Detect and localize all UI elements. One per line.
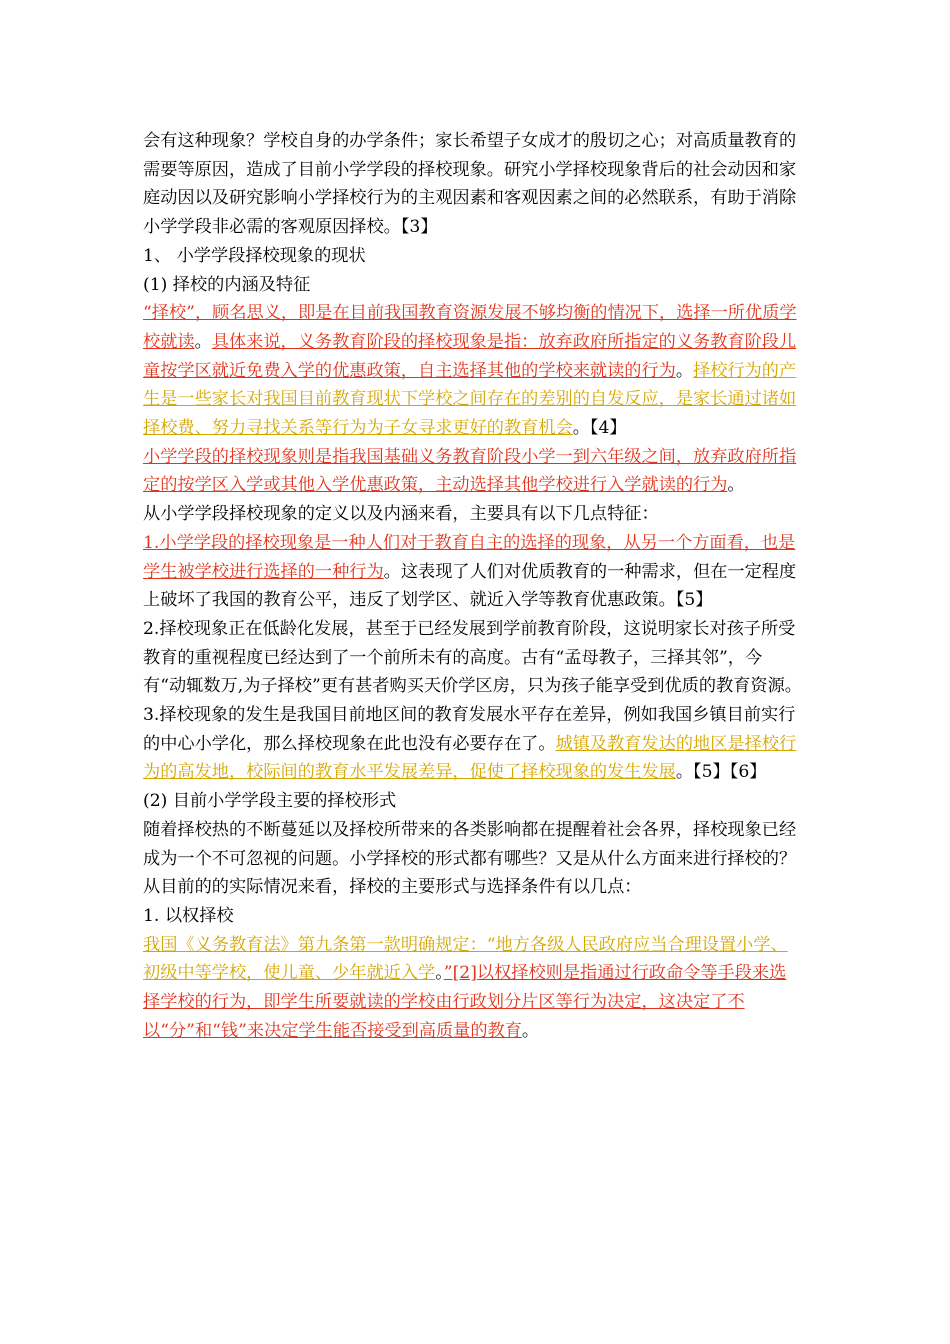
- paragraph: [143, 931, 803, 1046]
- text-segment: 。这表现了人们对优质教育的一种需求，但在一定程度上破坏了我国的教育公平，违反了划学区、就近入学等教育优惠政策。【5】: [143, 561, 797, 611]
- highlighted-text-yellow: 择校行为的产生是一些家长对我国目前教育现状下学校之间存在的差别的自发反应，是家长通过诸如择校费、努力寻找关系等行为为子女寻求更好的教育机会: [143, 360, 797, 439]
- paragraph: [143, 902, 803, 931]
- text-segment: 。: [435, 963, 444, 984]
- highlighted-text-yellow: 城镇及教育发达的地区是择校行为的高发地，校际间的教育水平发展差异，促使了择校现象的发生发展: [143, 733, 797, 783]
- text-segment: 。: [521, 1020, 540, 1041]
- paragraph: [143, 615, 803, 701]
- paragraph: [143, 299, 803, 443]
- paragraph: [143, 787, 803, 816]
- paragraph: [143, 271, 803, 300]
- text-segment: 。: [675, 360, 694, 381]
- paragraph: [143, 127, 803, 242]
- text-segment: 。: [727, 475, 745, 496]
- text-segment: 1. 以权择校: [143, 905, 234, 926]
- text-segment: 2.择校现象正在低龄化发展，甚至于已经发展到学前教育阶段，这说明家长对孩子所受教育的重视程度已经达到了一个前所未有的高度。古有“孟母教子，三择其邻”，今有“动辄数万,为子择校”更有甚者购买天价学区房，只为孩子能享受到优质的教育资源。: [143, 618, 802, 697]
- text-segment: 。【4】: [572, 418, 627, 439]
- text-segment: 会有这种现象？学校自身的办学条件；家长希望子女成才的殷切之心；对高质量教育的需要等原因，造成了目前小学学段的择校现象。研究小学择校现象背后的社会动因和家庭动因以及研究影响小学择校行为的主观因素和客观因素之间的必然联系，有助于消除小学学段非必需的客观原因择校。【3】: [143, 131, 797, 238]
- paragraph: [143, 443, 803, 500]
- document-body: [143, 127, 803, 1046]
- text-segment: (1) 择校的内涵及特征: [143, 274, 311, 295]
- highlighted-text-red: 1.小学学段的择校现象是一种人们对于教育自主的选择的现象，从另一个方面看，也是学生被学校进行选择的一种行为: [143, 532, 796, 582]
- paragraph: [143, 816, 803, 902]
- text-segment: (2) 目前小学学段主要的择校形式: [143, 791, 397, 812]
- paragraph: [143, 701, 803, 787]
- paragraph: [143, 242, 803, 271]
- text-segment: 。: [194, 331, 212, 352]
- text-segment: 。【5】【6】: [675, 762, 767, 783]
- highlighted-text-yellow: 我国《义务教育法》第九条第一款明确规定：“地方各级人民政府应当合理设置小学、初级中等学校，使儿童、少年就近入学: [143, 934, 788, 984]
- text-segment: 3.择校现象的发生是我国目前地区间的教育发展水平存在差异，例如我国乡镇目前实行的中心小学化，那么择校现象在此也没有必要存在了。: [143, 705, 796, 754]
- text-segment: 随着择校热的不断蔓延以及择校所带来的各类影响都在提醒着社会各界，择校现象已经成为一个不可忽视的问题。小学择校的形式都有哪些？又是从什么方面来进行择校的？从目前的的实际情况来看，择校的主要形式与选择条件有以几点：: [143, 819, 797, 898]
- highlighted-text-red: ”[2]以权择校则是指通过行政命令等手段来选择学校的行为，即学生所要就读的学校由行政划分片区等行为决定，这决定了不以“分”和“钱”来决定学生能否接受到高质量的教育: [143, 963, 787, 1041]
- text-segment: 1、 小学学段择校现象的现状: [143, 245, 366, 266]
- paragraph: [143, 529, 803, 615]
- highlighted-text-red: 小学学段的择校现象则是指我国基础义务教育阶段小学一到六年级之间，放弃政府所指定的按学区入学或其他入学优惠政策，主动选择其他学校进行入学就读的行为: [143, 446, 797, 496]
- paragraph: [143, 500, 803, 529]
- highlighted-text-red: 具体来说，义务教育阶段的择校现象是指：放弃政府所指定的义务教育阶段儿童按学区就近免费入学的优惠政策，自主选择其他的学校来就读的行为: [143, 331, 797, 381]
- highlighted-text-red: “择校”，顾名思义，即是在目前我国教育资源发展不够均衡的情况下，选择一所优质学校就读: [143, 303, 797, 352]
- text-segment: 从小学学段择校现象的定义以及内涵来看，主要具有以下几点特征：: [143, 504, 659, 525]
